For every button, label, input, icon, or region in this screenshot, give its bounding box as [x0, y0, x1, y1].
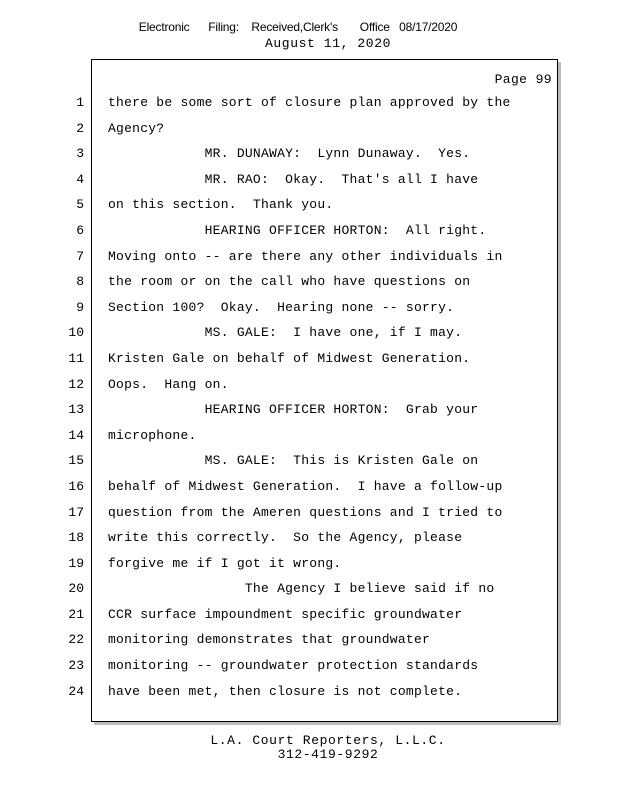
line-number: 10 [68, 325, 84, 341]
line-number-column [60, 90, 84, 704]
line-number: 11 [68, 350, 84, 366]
line-number: 3 [76, 146, 84, 162]
line-number: 16 [68, 478, 84, 494]
line-number: 22 [68, 632, 84, 648]
page-number: Page 99 [494, 72, 552, 87]
line-number: 18 [68, 530, 84, 546]
footer-phone: 312-419-9292 [277, 747, 379, 762]
transcript-line: Kristen Gale on behalf of Midwest Generation. [108, 350, 471, 366]
line-number: 23 [68, 658, 84, 674]
line-number: 4 [76, 171, 84, 187]
transcript-line: there be some sort of closure plan approved by the [108, 95, 511, 110]
transcript-line: on this section. Thank you. [108, 197, 334, 213]
transcript-line: forgive me if I got it wrong. [108, 555, 342, 571]
transcript-line: behalf of Midwest Generation. I have a follow-up [108, 478, 503, 494]
line-number: 7 [76, 248, 84, 264]
transcript-line: MR. RAO: Okay. That's all I have [108, 171, 479, 187]
transcript-line: Section 100? Okay. Hearing none -- sorry. [108, 299, 455, 315]
filing-stamp: Electronic Filing: Received,Clerk's Office 08/17/2020 [138, 20, 458, 34]
line-number: 13 [68, 402, 84, 418]
footer-company: L.A. Court Reporters, L.L.C. [210, 733, 446, 748]
line-number: 21 [68, 606, 84, 622]
transcript-line: The Agency I believe said if no [108, 581, 495, 597]
line-number: 15 [68, 453, 84, 469]
transcript-line: monitoring -- groundwater protection standards [108, 658, 479, 674]
transcript-line: monitoring demonstrates that groundwater [108, 632, 431, 648]
line-number: 5 [76, 197, 84, 213]
line-number: 20 [68, 581, 84, 597]
transcript-line: MS. GALE: I have one, if I may. [108, 325, 463, 341]
transcript-body [108, 90, 548, 704]
line-number: 1 [76, 95, 84, 110]
transcript-line: Moving onto -- are there any other individuals in [108, 248, 503, 264]
transcript-line: HEARING OFFICER HORTON: Grab your [108, 402, 479, 418]
transcript-line: HEARING OFFICER HORTON: All right. [108, 222, 487, 238]
line-number: 19 [68, 555, 84, 571]
transcript-line: Agency? [108, 120, 165, 136]
transcript-line: MS. GALE: This is Kristen Gale on [108, 453, 479, 469]
line-number: 12 [68, 376, 84, 392]
line-number: 8 [76, 274, 84, 290]
transcript-line: Oops. Hang on. [108, 376, 229, 392]
line-number: 6 [76, 222, 84, 238]
line-number: 9 [76, 299, 84, 315]
transcript-line: have been met, then closure is not complete. [108, 683, 463, 699]
line-number: 2 [76, 120, 84, 136]
transcript-line: question from the Ameren questions and I tried to [108, 504, 503, 520]
transcript-line: microphone. [108, 427, 197, 443]
transcript-line: MR. DUNAWAY: Lynn Dunaway. Yes. [108, 146, 471, 162]
transcript-line: CCR surface impoundment specific groundwater [108, 606, 463, 622]
transcript-line: the room or on the call who have questions on [108, 274, 471, 290]
transcript-line: write this correctly. So the Agency, please [108, 530, 463, 546]
line-number: 14 [68, 427, 84, 443]
hearing-date: August 11, 2020 [264, 36, 392, 51]
line-number: 17 [68, 504, 84, 520]
line-number: 24 [68, 683, 84, 699]
